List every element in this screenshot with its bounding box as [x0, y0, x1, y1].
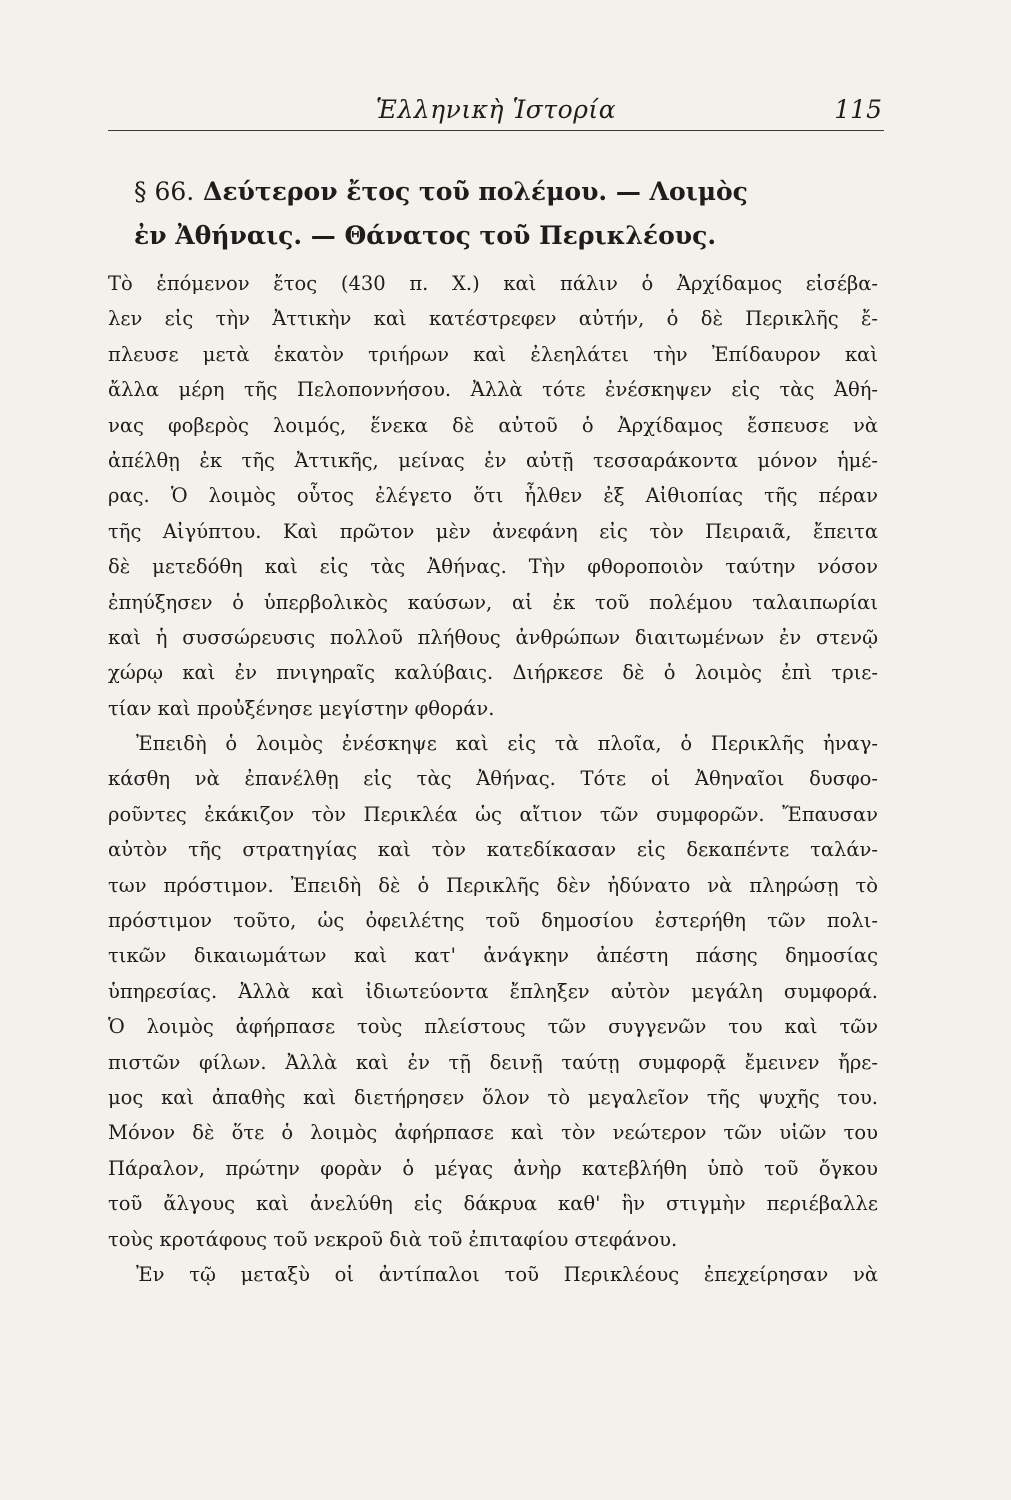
text-line: αὐτὸν τῆς στρατηγίας καὶ τὸν κατεδίκασαν εἰς δεκαπέντε ταλάν- [108, 838, 878, 862]
text-line: τοῦ ἄλγους καὶ ἀνελύθη εἰς δάκρυα καθ' ἣν στιγμὴν περιέβαλλε [108, 1192, 878, 1216]
text-line: των πρόστιμον. Ἐπειδὴ δὲ ὁ Περικλῆς δὲν ἠδύνατο νὰ πληρώσῃ τὸ [108, 873, 878, 897]
header-rule [108, 130, 884, 131]
text-line: ἐπηύξησεν ὁ ὑπερβολικὸς καύσων, αἱ ἐκ τοῦ πολέμου ταλαιπωρίαι [108, 590, 878, 614]
text-line: ὑπηρεσίας. Ἀλλὰ καὶ ἰδιωτεύοντα ἔπληξεν αὐτὸν μεγάλη συμφορά. [108, 979, 878, 1003]
text-line: Ὁ λοιμὸς ἀφήρπασε τοὺς πλείστους τῶν συγγενῶν του καὶ τῶν [108, 1015, 878, 1039]
text-line: λεν εἰς τὴν Ἀττικὴν καὶ κατέστρεφεν αὐτήν, ὁ δὲ Περικλῆς ἔ- [108, 307, 878, 331]
text-line: τικῶν δικαιωμάτων καὶ κατ' ἀνάγκην ἀπέστη πάσης δημοσίας [108, 944, 878, 968]
text-line: τοὺς κροτάφους τοῦ νεκροῦ διὰ τοῦ ἐπιταφίου στεφάνου. [108, 1227, 678, 1251]
text-line: τῆς Αἰγύπτου. Καὶ πρῶτον μὲν ἀνεφάνη εἰς τὸν Πειραιᾶ, ἔπειτα [108, 519, 878, 543]
text-line: καὶ ἡ συσσώρευσις πολλοῦ πλήθους ἀνθρώπων διαιτωμένων ἐν στενῷ [108, 625, 878, 649]
section-number: § 66. [134, 177, 195, 206]
text-line: πλευσε μετὰ ἑκατὸν τριήρων καὶ ἐλεηλάτει τὴν Ἐπίδαυρον καὶ [108, 342, 878, 366]
text-line: πρόστιμον τοῦτο, ὡς ὀφειλέτης τοῦ δημοσίου ἐστερήθη τῶν πολι- [108, 909, 878, 933]
body-text [108, 266, 878, 1292]
text-line: ροῦντες ἐκάκιζον τὸν Περικλέα ὡς αἴτιον τῶν συμφορῶν. Ἔπαυσαν [108, 802, 878, 826]
text-line: Ἐπειδὴ ὁ λοιμὸς ἐνέσκηψε καὶ εἰς τὰ πλοῖα, ὁ Περικλῆς ἠναγ- [136, 732, 878, 756]
text-line: ρας. Ὁ λοιμὸς οὗτος ἐλέγετο ὅτι ἦλθεν ἐξ Αἰθιοπίας τῆς πέραν [108, 484, 878, 508]
text-line: κάσθη νὰ ἐπανέλθῃ εἰς τὰς Ἀθήνας. Τότε οἱ Ἀθηναῖοι δυσφο- [108, 767, 878, 791]
text-line: Μόνον δὲ ὅτε ὁ λοιμὸς ἀφήρπασε καὶ τὸν νεώτερον τῶν υἱῶν του [108, 1121, 878, 1145]
text-line: Τὸ ἑπόμενον ἔτος (430 π. Χ.) καὶ πάλιν ὁ Ἀρχίδαμος εἰσέβα- [108, 272, 878, 295]
running-head [108, 92, 884, 132]
running-title: Ἑλληνικὴ Ἱστορία [375, 95, 617, 124]
section-heading [134, 170, 874, 258]
text-line: ἀπέλθῃ ἐκ τῆς Ἀττικῆς, μείνας ἐν αὐτῇ τεσσαράκοντα μόνον ἡμέ- [108, 448, 878, 472]
text-line: δὲ μετεδόθη καὶ εἰς τὰς Ἀθήνας. Τὴν φθοροποιὸν ταύτην νόσον [108, 555, 878, 579]
section-title-line-2: ἐν Ἀθήναις. — Θάνατος τοῦ Περικλέους. [134, 221, 717, 250]
text-line: νας φοβερὸς λοιμός, ἕνεκα δὲ αὐτοῦ ὁ Ἀρχίδαμος ἔσπευσε νὰ [108, 413, 878, 437]
text-line: μος καὶ ἀπαθὴς καὶ διετήρησεν ὅλον τὸ μεγαλεῖον τῆς ψυχῆς του. [108, 1085, 878, 1109]
page-number: 115 [834, 95, 882, 124]
text-line: ἄλλα μέρη τῆς Πελοποννήσου. Ἀλλὰ τότε ἐνέσκηψεν εἰς τὰς Ἀθή- [108, 378, 878, 402]
text-line: πιστῶν φίλων. Ἀλλὰ καὶ ἐν τῇ δεινῇ ταύτῃ συμφορᾷ ἔμεινεν ἤρε- [108, 1050, 878, 1074]
text-line: Ἐν τῷ μεταξὺ οἱ ἀντίπαλοι τοῦ Περικλέους ἐπεχείρησαν νὰ [136, 1262, 878, 1286]
text-line: χώρῳ καὶ ἐν πνιγηραῖς καλύβαις. Διήρκεσε δὲ ὁ λοιμὸς ἐπὶ τριε- [108, 661, 878, 685]
text-line: τίαν καὶ προὐξένησε μεγίστην φθοράν. [108, 696, 495, 720]
text-line: Πάραλον, πρώτην φορὰν ὁ μέγας ἀνὴρ κατεβλήθη ὑπὸ τοῦ ὄγκου [108, 1156, 878, 1180]
section-title-line-1: Δεύτερον ἔτος τοῦ πολέμου. — Λοιμὸς [202, 177, 748, 206]
